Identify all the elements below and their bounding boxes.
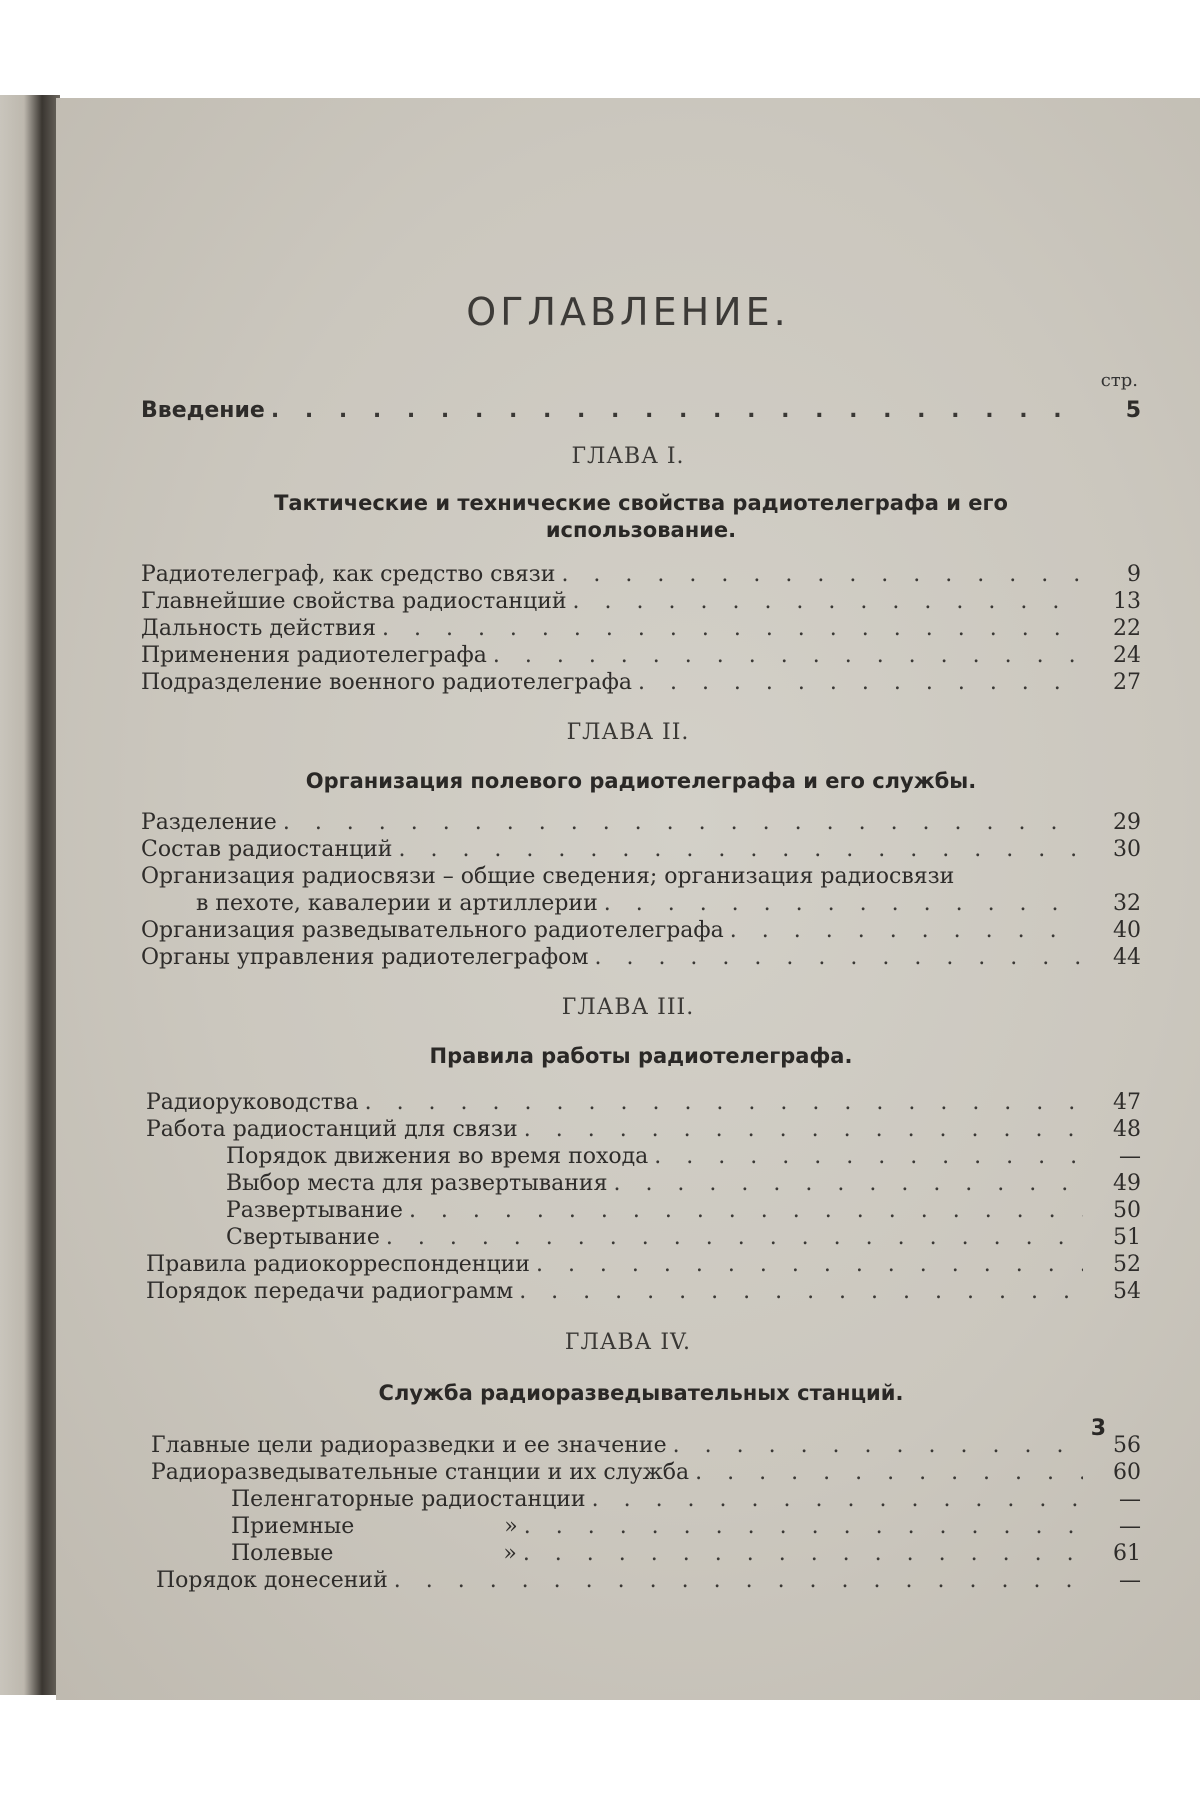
leader-dots (394, 1568, 1083, 1594)
toc-entry[interactable] (231, 1487, 1141, 1514)
chapter-subtitle-1a: Тактические и технические свойства радиотелеграфа и его (274, 491, 1008, 515)
toc-entry-page: 13 (1113, 589, 1141, 614)
toc-entry-label: Развертывание (226, 1198, 403, 1223)
toc-entry[interactable] (226, 1171, 1141, 1198)
toc-entry[interactable] (141, 945, 1141, 972)
toc-entry[interactable] (141, 616, 1141, 643)
leader-dots (524, 1514, 1083, 1540)
toc-entry-label: Состав радиостанций (141, 837, 393, 862)
toc-entry[interactable] (141, 562, 1141, 589)
toc-entry-multiline-first[interactable]: Организация радиосвязи – общие сведения; организация радиосвязи (141, 864, 955, 889)
toc-entry-label: Радиоруководства (146, 1090, 359, 1115)
chapter-heading-2: ГЛАВА II. (566, 720, 690, 745)
toc-entry[interactable] (141, 589, 1141, 616)
ditto-mark: » (504, 1514, 518, 1539)
toc-entry-label: Главные цели радиоразведки и ее значение (151, 1433, 667, 1458)
toc-entry[interactable] (226, 1144, 1141, 1171)
toc-entry-label: Радиоразведывательные станции и их служба (151, 1460, 690, 1485)
leader-dots (695, 1460, 1083, 1486)
leader-dots (573, 589, 1083, 615)
toc-entry-label: Разделение (141, 810, 277, 835)
toc-entry-label: Радиотелеграф, как средство связи (141, 562, 556, 587)
toc-entry-page: 27 (1113, 670, 1141, 695)
leader-dots (730, 918, 1083, 944)
toc-entry[interactable] (226, 1225, 1141, 1252)
toc-entry[interactable] (151, 1460, 1141, 1487)
toc-entry[interactable] (141, 643, 1141, 670)
page-column-label: стр. (1100, 370, 1138, 391)
toc-entry-page: — (1119, 1514, 1141, 1539)
leader-dots (673, 1433, 1083, 1459)
toc-entry-page: 49 (1113, 1171, 1141, 1196)
toc-entry-label: Органы управления радиотелеграфом (141, 945, 589, 970)
toc-entry-page: 30 (1113, 837, 1141, 862)
toc-entry[interactable] (231, 1541, 1141, 1568)
leader-dots (613, 1171, 1083, 1197)
toc-entry[interactable] (226, 1198, 1141, 1225)
toc-entry-label: Правила радиокорреспонденции (146, 1252, 530, 1277)
toc-entry-page: 52 (1113, 1252, 1141, 1277)
leader-dots (283, 810, 1083, 836)
toc-entry-page: 60 (1113, 1460, 1141, 1485)
toc-entry-page: 61 (1113, 1541, 1141, 1566)
leader-dots (523, 1541, 1083, 1567)
leader-dots (594, 945, 1083, 971)
toc-entry[interactable] (156, 1568, 1141, 1595)
chapter-subtitle-3: Правила работы радиотелеграфа. (429, 1044, 853, 1068)
toc-entry[interactable] (146, 1090, 1141, 1117)
toc-entry-label: Дальность действия (141, 616, 376, 641)
toc-entry-label: Пеленгаторные радиостанции (231, 1487, 586, 1512)
leader-dots (398, 837, 1083, 863)
toc-entry-page: — (1119, 1487, 1141, 1512)
toc-entry-page: 24 (1113, 643, 1141, 668)
chapter-subtitle-4: Служба радиоразведывательных станций. (378, 1381, 904, 1405)
toc-entry-intro[interactable] (141, 398, 1141, 425)
toc-entry[interactable] (146, 1279, 1141, 1306)
toc-entry[interactable] (141, 918, 1141, 945)
toc-entry-page: 50 (1113, 1198, 1141, 1223)
leader-dots (604, 891, 1083, 917)
page-number: 3 (1090, 1416, 1106, 1441)
book-spine-shadow (0, 95, 60, 1695)
leader-dots (524, 1117, 1083, 1143)
toc-entry-page: — (1119, 1144, 1141, 1169)
toc-entry-page: 54 (1113, 1279, 1141, 1304)
toc-entry[interactable] (196, 891, 1141, 918)
toc-entry[interactable] (231, 1514, 1141, 1541)
leader-dots (493, 643, 1083, 669)
toc-entry-label: Применения радиотелеграфа (141, 643, 487, 668)
toc-entry-page: 32 (1113, 891, 1141, 916)
toc-entry-label: Приемные (231, 1514, 355, 1539)
leader-dots (592, 1487, 1083, 1513)
toc-entry-page: 44 (1113, 945, 1141, 970)
toc-entry-label: Полевые (231, 1541, 334, 1566)
leader-dots (654, 1144, 1083, 1170)
toc-entry-label: Выбор места для развертывания (226, 1171, 608, 1196)
toc-entry[interactable] (146, 1117, 1141, 1144)
leader-dots (519, 1279, 1083, 1305)
leader-dots (561, 562, 1083, 588)
toc-entry-page: 9 (1127, 562, 1141, 587)
toc-entry-label: Главнейшие свойства радиостанций (141, 589, 567, 614)
toc-entry-label: Введение (141, 398, 265, 423)
toc-entry[interactable] (141, 810, 1141, 837)
toc-entry-page: 56 (1113, 1433, 1141, 1458)
toc-entry-label: Свертывание (226, 1225, 380, 1250)
toc-entry-label: в пехоте, кавалерии и артиллерии (196, 891, 598, 916)
ditto-mark: » (503, 1541, 517, 1566)
toc-entry-page: 29 (1113, 810, 1141, 835)
toc-entry-label: Организация разведывательного радиотелеграфа (141, 918, 724, 943)
leader-dots (365, 1090, 1083, 1116)
leader-dots (271, 398, 1083, 424)
toc-entry-label: Порядок движения во время похода (226, 1144, 649, 1169)
toc-entry-label: Подразделение военного радиотелеграфа (141, 670, 632, 695)
toc-entry-page: 22 (1113, 616, 1141, 641)
toc-entry[interactable] (151, 1433, 1141, 1460)
toc-entry-page: 5 (1125, 398, 1141, 423)
toc-entry-page: 48 (1113, 1117, 1141, 1142)
page-title: ОГЛАВЛЕНИЕ. (466, 290, 790, 334)
toc-entry-label: Работа радиостанций для связи (146, 1117, 518, 1142)
chapter-heading-4: ГЛАВА IV. (564, 1330, 692, 1355)
leader-dots (409, 1198, 1083, 1224)
chapter-heading-3: ГЛАВА III. (561, 995, 695, 1020)
toc-entry[interactable] (146, 1252, 1141, 1279)
leader-dots (638, 670, 1083, 696)
toc-entry-label: Порядок передачи радиограмм (146, 1279, 514, 1304)
toc-entry[interactable] (141, 670, 1141, 697)
toc-entry-page: 51 (1113, 1225, 1141, 1250)
chapter-heading-1: ГЛАВА I. (571, 444, 685, 469)
leader-dots (382, 616, 1083, 642)
book-page (56, 98, 1200, 1700)
toc-entry-page: 40 (1113, 918, 1141, 943)
toc-entry-label: Порядок донесений (156, 1568, 388, 1593)
chapter-subtitle-2: Организация полевого радиотелеграфа и его службы. (305, 769, 977, 793)
toc-entry[interactable] (141, 837, 1141, 864)
leader-dots (536, 1252, 1083, 1278)
chapter-subtitle-1b: использование. (545, 518, 737, 542)
toc-entry-page: 47 (1113, 1090, 1141, 1115)
toc-entry-page: — (1119, 1568, 1141, 1593)
leader-dots (386, 1225, 1083, 1251)
